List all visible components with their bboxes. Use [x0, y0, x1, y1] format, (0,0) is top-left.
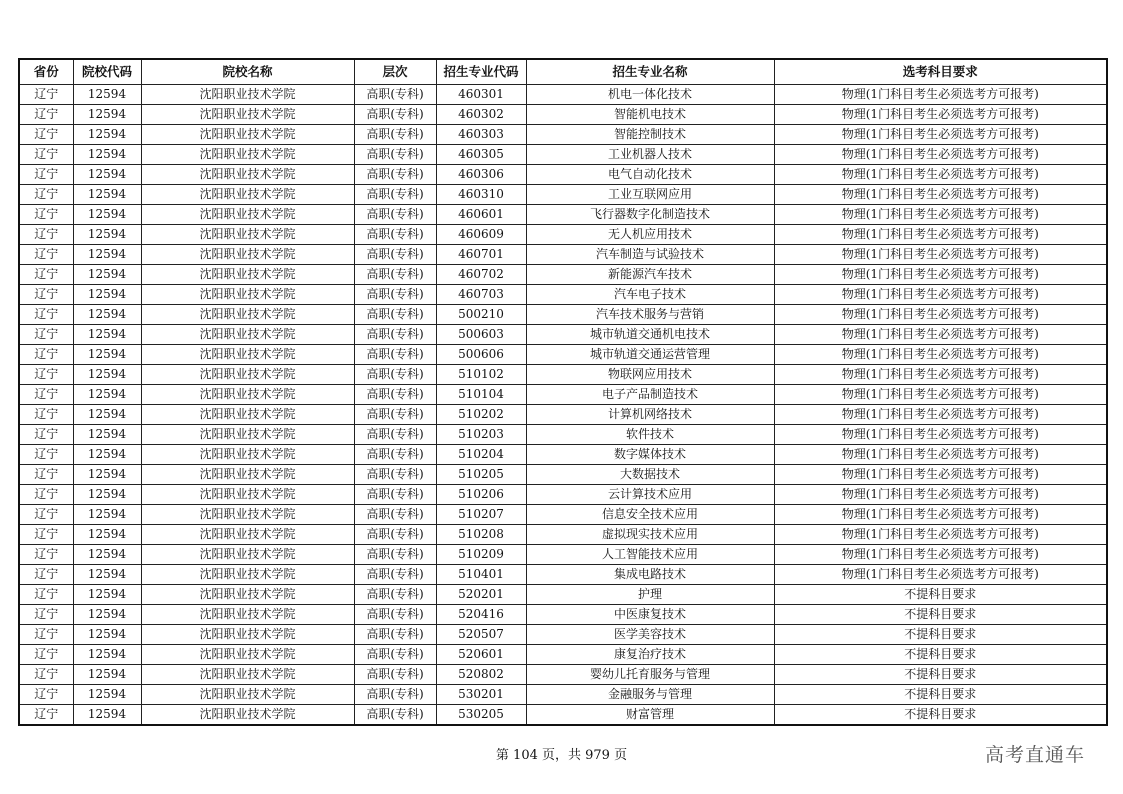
cell-major-code: 510204: [436, 445, 526, 465]
cell-school-name: 沈阳职业技术学院: [141, 625, 354, 645]
cell-major-name: 人工智能技术应用: [526, 545, 774, 565]
cell-school-code: 12594: [73, 285, 141, 305]
cell-major-code: 530205: [436, 705, 526, 726]
table-row: [19, 285, 1107, 305]
table-row: [19, 665, 1107, 685]
cell-school-name: 沈阳职业技术学院: [141, 705, 354, 726]
cell-major-code: 460702: [436, 265, 526, 285]
cell-subject-requirement: 物理(1门科目考生必须选考方可报考): [774, 565, 1107, 585]
cell-major-code: 460301: [436, 85, 526, 105]
cell-subject-requirement: 物理(1门科目考生必须选考方可报考): [774, 105, 1107, 125]
cell-school-code: 12594: [73, 525, 141, 545]
cell-major-code: 520201: [436, 585, 526, 605]
cell-province: 辽宁: [19, 645, 73, 665]
cell-school-name: 沈阳职业技术学院: [141, 205, 354, 225]
table-row: [19, 365, 1107, 385]
table-row: [19, 325, 1107, 345]
cell-level: 高职(专科): [354, 585, 436, 605]
cell-province: 辽宁: [19, 325, 73, 345]
cell-major-code: 500603: [436, 325, 526, 345]
cell-level: 高职(专科): [354, 465, 436, 485]
cell-major-name: 汽车技术服务与营销: [526, 305, 774, 325]
cell-major-code: 530201: [436, 685, 526, 705]
cell-major-name: 数字媒体技术: [526, 445, 774, 465]
cell-level: 高职(专科): [354, 325, 436, 345]
table-row: [19, 705, 1107, 726]
cell-province: 辽宁: [19, 685, 73, 705]
cell-level: 高职(专科): [354, 345, 436, 365]
cell-school-code: 12594: [73, 425, 141, 445]
cell-province: 辽宁: [19, 465, 73, 485]
cell-school-code: 12594: [73, 385, 141, 405]
cell-school-name: 沈阳职业技术学院: [141, 125, 354, 145]
cell-subject-requirement: 物理(1门科目考生必须选考方可报考): [774, 145, 1107, 165]
cell-province: 辽宁: [19, 605, 73, 625]
cell-major-name: 康复治疗技术: [526, 645, 774, 665]
table-row: [19, 445, 1107, 465]
cell-school-name: 沈阳职业技术学院: [141, 545, 354, 565]
cell-school-code: 12594: [73, 685, 141, 705]
cell-subject-requirement: 物理(1门科目考生必须选考方可报考): [774, 425, 1107, 445]
cell-subject-requirement: 不提科目要求: [774, 585, 1107, 605]
cell-school-code: 12594: [73, 545, 141, 565]
cell-province: 辽宁: [19, 545, 73, 565]
cell-level: 高职(专科): [354, 545, 436, 565]
cell-level: 高职(专科): [354, 485, 436, 505]
cell-subject-requirement: 物理(1门科目考生必须选考方可报考): [774, 485, 1107, 505]
table-row: [19, 545, 1107, 565]
cell-school-name: 沈阳职业技术学院: [141, 605, 354, 625]
cell-school-code: 12594: [73, 445, 141, 465]
cell-school-code: 12594: [73, 365, 141, 385]
table-row: [19, 625, 1107, 645]
header-major-code: 招生专业代码: [436, 59, 526, 85]
cell-major-name: 物联网应用技术: [526, 365, 774, 385]
cell-school-name: 沈阳职业技术学院: [141, 305, 354, 325]
cell-school-name: 沈阳职业技术学院: [141, 465, 354, 485]
cell-province: 辽宁: [19, 185, 73, 205]
cell-level: 高职(专科): [354, 705, 436, 726]
cell-major-name: 新能源汽车技术: [526, 265, 774, 285]
cell-school-code: 12594: [73, 205, 141, 225]
cell-level: 高职(专科): [354, 385, 436, 405]
cell-major-name: 汽车电子技术: [526, 285, 774, 305]
cell-province: 辽宁: [19, 405, 73, 425]
table-row: [19, 185, 1107, 205]
cell-subject-requirement: 不提科目要求: [774, 685, 1107, 705]
cell-major-name: 云计算技术应用: [526, 485, 774, 505]
table-row: [19, 585, 1107, 605]
table-row: [19, 165, 1107, 185]
table-row: [19, 125, 1107, 145]
cell-major-code: 510209: [436, 545, 526, 565]
cell-major-name: 中医康复技术: [526, 605, 774, 625]
cell-major-code: 510206: [436, 485, 526, 505]
cell-province: 辽宁: [19, 365, 73, 385]
cell-school-name: 沈阳职业技术学院: [141, 685, 354, 705]
table-header-row: [19, 59, 1107, 85]
cell-major-name: 城市轨道交通机电技术: [526, 325, 774, 345]
cell-school-code: 12594: [73, 305, 141, 325]
cell-school-name: 沈阳职业技术学院: [141, 85, 354, 105]
cell-level: 高职(专科): [354, 305, 436, 325]
table-row: [19, 105, 1107, 125]
cell-level: 高职(专科): [354, 285, 436, 305]
cell-subject-requirement: 不提科目要求: [774, 645, 1107, 665]
cell-subject-requirement: 物理(1门科目考生必须选考方可报考): [774, 325, 1107, 345]
cell-school-name: 沈阳职业技术学院: [141, 285, 354, 305]
cell-level: 高职(专科): [354, 205, 436, 225]
cell-level: 高职(专科): [354, 265, 436, 285]
cell-major-name: 飞行器数字化制造技术: [526, 205, 774, 225]
cell-subject-requirement: 物理(1门科目考生必须选考方可报考): [774, 545, 1107, 565]
cell-school-name: 沈阳职业技术学院: [141, 565, 354, 585]
cell-province: 辽宁: [19, 125, 73, 145]
cell-school-code: 12594: [73, 165, 141, 185]
cell-subject-requirement: 物理(1门科目考生必须选考方可报考): [774, 265, 1107, 285]
cell-major-name: 电气自动化技术: [526, 165, 774, 185]
cell-school-code: 12594: [73, 325, 141, 345]
cell-subject-requirement: 物理(1门科目考生必须选考方可报考): [774, 365, 1107, 385]
table-row: [19, 305, 1107, 325]
cell-school-code: 12594: [73, 505, 141, 525]
cell-major-name: 无人机应用技术: [526, 225, 774, 245]
cell-school-code: 12594: [73, 265, 141, 285]
cell-major-name: 婴幼儿托育服务与管理: [526, 665, 774, 685]
cell-province: 辽宁: [19, 505, 73, 525]
cell-school-code: 12594: [73, 705, 141, 726]
cell-major-name: 软件技术: [526, 425, 774, 445]
cell-school-name: 沈阳职业技术学院: [141, 265, 354, 285]
header-major-name: 招生专业名称: [526, 59, 774, 85]
cell-major-code: 460306: [436, 165, 526, 185]
table-row: [19, 205, 1107, 225]
table-row: [19, 505, 1107, 525]
cell-school-name: 沈阳职业技术学院: [141, 105, 354, 125]
cell-major-code: 510203: [436, 425, 526, 445]
cell-school-code: 12594: [73, 345, 141, 365]
cell-province: 辽宁: [19, 305, 73, 325]
cell-school-name: 沈阳职业技术学院: [141, 585, 354, 605]
cell-major-name: 大数据技术: [526, 465, 774, 485]
cell-subject-requirement: 物理(1门科目考生必须选考方可报考): [774, 125, 1107, 145]
cell-level: 高职(专科): [354, 245, 436, 265]
table-row: [19, 425, 1107, 445]
cell-major-name: 财富管理: [526, 705, 774, 726]
cell-school-name: 沈阳职业技术学院: [141, 525, 354, 545]
cell-major-name: 医学美容技术: [526, 625, 774, 645]
cell-province: 辽宁: [19, 85, 73, 105]
cell-school-name: 沈阳职业技术学院: [141, 405, 354, 425]
cell-level: 高职(专科): [354, 625, 436, 645]
cell-level: 高职(专科): [354, 565, 436, 585]
cell-subject-requirement: 物理(1门科目考生必须选考方可报考): [774, 225, 1107, 245]
cell-major-code: 510104: [436, 385, 526, 405]
cell-major-name: 虚拟现实技术应用: [526, 525, 774, 545]
cell-school-code: 12594: [73, 465, 141, 485]
cell-subject-requirement: 物理(1门科目考生必须选考方可报考): [774, 405, 1107, 425]
cell-major-code: 520601: [436, 645, 526, 665]
cell-major-code: 510207: [436, 505, 526, 525]
cell-province: 辽宁: [19, 525, 73, 545]
cell-subject-requirement: 物理(1门科目考生必须选考方可报考): [774, 385, 1107, 405]
cell-school-code: 12594: [73, 665, 141, 685]
cell-major-name: 机电一体化技术: [526, 85, 774, 105]
table-row: [19, 145, 1107, 165]
cell-subject-requirement: 物理(1门科目考生必须选考方可报考): [774, 525, 1107, 545]
cell-province: 辽宁: [19, 445, 73, 465]
cell-subject-requirement: 物理(1门科目考生必须选考方可报考): [774, 85, 1107, 105]
cell-level: 高职(专科): [354, 165, 436, 185]
cell-subject-requirement: 物理(1门科目考生必须选考方可报考): [774, 445, 1107, 465]
cell-school-code: 12594: [73, 625, 141, 645]
cell-major-name: 智能机电技术: [526, 105, 774, 125]
cell-school-name: 沈阳职业技术学院: [141, 365, 354, 385]
cell-subject-requirement: 物理(1门科目考生必须选考方可报考): [774, 345, 1107, 365]
cell-subject-requirement: 物理(1门科目考生必须选考方可报考): [774, 245, 1107, 265]
cell-level: 高职(专科): [354, 225, 436, 245]
cell-level: 高职(专科): [354, 505, 436, 525]
cell-school-name: 沈阳职业技术学院: [141, 225, 354, 245]
cell-province: 辽宁: [19, 145, 73, 165]
cell-school-code: 12594: [73, 405, 141, 425]
cell-level: 高职(专科): [354, 365, 436, 385]
cell-school-name: 沈阳职业技术学院: [141, 145, 354, 165]
cell-major-code: 510202: [436, 405, 526, 425]
cell-major-code: 460310: [436, 185, 526, 205]
cell-school-code: 12594: [73, 85, 141, 105]
cell-province: 辽宁: [19, 165, 73, 185]
cell-school-code: 12594: [73, 125, 141, 145]
cell-level: 高职(专科): [354, 105, 436, 125]
cell-province: 辽宁: [19, 565, 73, 585]
cell-major-name: 金融服务与管理: [526, 685, 774, 705]
cell-subject-requirement: 不提科目要求: [774, 605, 1107, 625]
cell-major-code: 460302: [436, 105, 526, 125]
cell-major-code: 520416: [436, 605, 526, 625]
cell-school-code: 12594: [73, 565, 141, 585]
cell-province: 辽宁: [19, 485, 73, 505]
cell-school-name: 沈阳职业技术学院: [141, 665, 354, 685]
cell-province: 辽宁: [19, 345, 73, 365]
cell-school-code: 12594: [73, 185, 141, 205]
cell-major-name: 汽车制造与试验技术: [526, 245, 774, 265]
table-row: [19, 225, 1107, 245]
cell-major-code: 520507: [436, 625, 526, 645]
cell-major-code: 500606: [436, 345, 526, 365]
cell-major-name: 集成电路技术: [526, 565, 774, 585]
cell-province: 辽宁: [19, 665, 73, 685]
table-row: [19, 85, 1107, 105]
cell-major-code: 460305: [436, 145, 526, 165]
cell-level: 高职(专科): [354, 425, 436, 445]
table-row: [19, 525, 1107, 545]
cell-province: 辽宁: [19, 105, 73, 125]
cell-major-name: 智能控制技术: [526, 125, 774, 145]
cell-school-code: 12594: [73, 645, 141, 665]
cell-subject-requirement: 物理(1门科目考生必须选考方可报考): [774, 185, 1107, 205]
cell-major-code: 510205: [436, 465, 526, 485]
table-row: [19, 485, 1107, 505]
cell-level: 高职(专科): [354, 185, 436, 205]
cell-school-name: 沈阳职业技术学院: [141, 345, 354, 365]
cell-major-name: 信息安全技术应用: [526, 505, 774, 525]
cell-major-code: 510401: [436, 565, 526, 585]
table-row: [19, 265, 1107, 285]
cell-level: 高职(专科): [354, 665, 436, 685]
cell-province: 辽宁: [19, 585, 73, 605]
table-row: [19, 385, 1107, 405]
cell-school-name: 沈阳职业技术学院: [141, 645, 354, 665]
cell-level: 高职(专科): [354, 125, 436, 145]
cell-major-name: 计算机网络技术: [526, 405, 774, 425]
cell-major-code: 500210: [436, 305, 526, 325]
header-province: 省份: [19, 59, 73, 85]
cell-subject-requirement: 不提科目要求: [774, 705, 1107, 726]
cell-school-name: 沈阳职业技术学院: [141, 385, 354, 405]
cell-school-name: 沈阳职业技术学院: [141, 445, 354, 465]
cell-major-code: 460701: [436, 245, 526, 265]
cell-major-code: 460609: [436, 225, 526, 245]
cell-level: 高职(专科): [354, 685, 436, 705]
table-row: [19, 685, 1107, 705]
table-row: [19, 245, 1107, 265]
table-row: [19, 345, 1107, 365]
cell-school-code: 12594: [73, 605, 141, 625]
cell-major-code: 520802: [436, 665, 526, 685]
cell-school-code: 12594: [73, 245, 141, 265]
cell-school-code: 12594: [73, 105, 141, 125]
watermark-text: 高考直通车: [985, 744, 1086, 766]
cell-province: 辽宁: [19, 265, 73, 285]
cell-subject-requirement: 不提科目要求: [774, 625, 1107, 645]
cell-province: 辽宁: [19, 625, 73, 645]
header-level: 层次: [354, 59, 436, 85]
cell-major-name: 工业互联网应用: [526, 185, 774, 205]
header-school-name: 院校名称: [141, 59, 354, 85]
page-number: 第 104 页，共 979 页: [495, 748, 628, 763]
table-row: [19, 465, 1107, 485]
table-row: [19, 605, 1107, 625]
cell-school-name: 沈阳职业技术学院: [141, 245, 354, 265]
cell-province: 辽宁: [19, 245, 73, 265]
table-row: [19, 565, 1107, 585]
table-row: [19, 645, 1107, 665]
cell-province: 辽宁: [19, 285, 73, 305]
cell-province: 辽宁: [19, 385, 73, 405]
cell-major-name: 城市轨道交通运营管理: [526, 345, 774, 365]
cell-school-name: 沈阳职业技术学院: [141, 185, 354, 205]
cell-school-name: 沈阳职业技术学院: [141, 425, 354, 445]
cell-level: 高职(专科): [354, 85, 436, 105]
cell-province: 辽宁: [19, 425, 73, 445]
cell-subject-requirement: 物理(1门科目考生必须选考方可报考): [774, 505, 1107, 525]
cell-major-name: 护理: [526, 585, 774, 605]
header-school-code: 院校代码: [73, 59, 141, 85]
cell-subject-requirement: 不提科目要求: [774, 665, 1107, 685]
cell-level: 高职(专科): [354, 405, 436, 425]
cell-school-code: 12594: [73, 485, 141, 505]
cell-province: 辽宁: [19, 705, 73, 726]
cell-level: 高职(专科): [354, 145, 436, 165]
cell-level: 高职(专科): [354, 445, 436, 465]
cell-level: 高职(专科): [354, 525, 436, 545]
cell-major-code: 460303: [436, 125, 526, 145]
cell-subject-requirement: 物理(1门科目考生必须选考方可报考): [774, 205, 1107, 225]
cell-major-name: 工业机器人技术: [526, 145, 774, 165]
cell-school-code: 12594: [73, 145, 141, 165]
cell-school-code: 12594: [73, 225, 141, 245]
cell-major-code: 460703: [436, 285, 526, 305]
table-row: [19, 405, 1107, 425]
cell-major-code: 460601: [436, 205, 526, 225]
cell-subject-requirement: 物理(1门科目考生必须选考方可报考): [774, 465, 1107, 485]
cell-province: 辽宁: [19, 225, 73, 245]
cell-level: 高职(专科): [354, 605, 436, 625]
admissions-table: [18, 58, 1108, 726]
cell-school-code: 12594: [73, 585, 141, 605]
cell-subject-requirement: 物理(1门科目考生必须选考方可报考): [774, 285, 1107, 305]
cell-subject-requirement: 物理(1门科目考生必须选考方可报考): [774, 165, 1107, 185]
cell-province: 辽宁: [19, 205, 73, 225]
cell-school-name: 沈阳职业技术学院: [141, 325, 354, 345]
cell-level: 高职(专科): [354, 645, 436, 665]
cell-school-name: 沈阳职业技术学院: [141, 485, 354, 505]
cell-major-code: 510102: [436, 365, 526, 385]
cell-subject-requirement: 物理(1门科目考生必须选考方可报考): [774, 305, 1107, 325]
cell-major-code: 510208: [436, 525, 526, 545]
cell-major-name: 电子产品制造技术: [526, 385, 774, 405]
cell-school-name: 沈阳职业技术学院: [141, 165, 354, 185]
cell-school-name: 沈阳职业技术学院: [141, 505, 354, 525]
header-subject-requirement: 选考科目要求: [774, 59, 1107, 85]
